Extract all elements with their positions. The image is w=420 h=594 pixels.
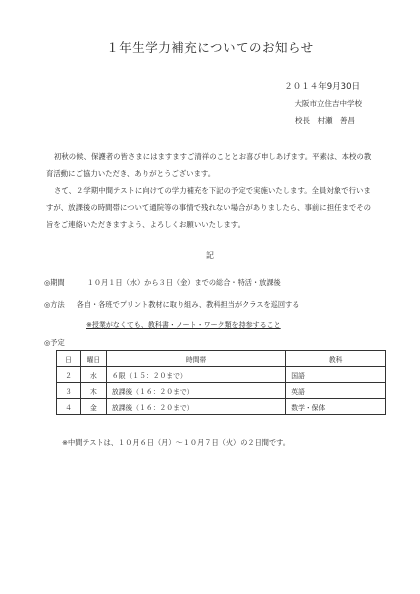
table-row <box>57 367 386 383</box>
cell-day: ４ <box>57 399 81 415</box>
issue-date: ２０１４年9月30日 <box>284 82 360 92</box>
method-label: ◎方法 <box>44 300 65 309</box>
cell-time: ６限（１５：２０まで） <box>106 367 285 383</box>
schedule-header-row <box>57 351 386 367</box>
method-row <box>44 300 299 310</box>
period-label: ◎期間 <box>44 278 65 287</box>
method-value: 各自・各班でプリント教材に取り組み、教科担当がクラスを巡回する <box>76 300 300 309</box>
cell-weekday: 金 <box>80 399 106 415</box>
cell-time: 放課後（１６：２０まで） <box>106 399 285 415</box>
table-row <box>57 383 386 399</box>
body-paragraph <box>46 182 376 233</box>
cell-day: ２ <box>57 367 81 383</box>
document-title: １年生学力補充についてのお知らせ <box>106 40 314 55</box>
body-text: さて、２学期中間テストに向けての学力補充を下記の予定で実施いたします。全員対象で行いますが、放課後の時間帯について通院等の事情で残れない場合がありましたら、事前に担任までその旨をご連絡いただきますよう、よろしくお願いいたします。 <box>46 186 372 229</box>
cell-subject: 数学・保体 <box>286 399 386 415</box>
cell-weekday: 水 <box>80 367 106 383</box>
header-time: 時間帯 <box>106 351 285 367</box>
cell-time: 放課後（１６：２０まで） <box>106 383 285 399</box>
table-row <box>57 399 386 415</box>
cell-weekday: 木 <box>80 383 106 399</box>
materials-note: ※授業がなくても、教科書・ノート・ワーク類を持参すること <box>86 321 281 329</box>
header-weekday: 曜日 <box>80 351 106 367</box>
greeting-text: 初秋の候、保護者の皆さまにはますますご清祥のこととお喜び申しあげます。平素は、本校の教育活動にご協力いただき、ありがとうございます。 <box>46 152 372 178</box>
period-row <box>44 278 281 288</box>
cell-subject: 国語 <box>286 367 386 383</box>
ki-heading: 記 <box>206 251 214 260</box>
midterm-footnote: ※中間テストは、１０月６日（月）～１０月７日（火）の２日間です。 <box>62 438 290 447</box>
header-subject: 教科 <box>286 351 386 367</box>
cell-day: ３ <box>57 383 81 399</box>
principal-name: 校長 村瀬 善昌 <box>295 116 355 125</box>
schedule-table <box>56 350 386 415</box>
cell-subject: 英語 <box>286 383 386 399</box>
school-name: 大阪市立住吉中学校 <box>294 99 362 108</box>
period-value: １０月１日（水）から３日（金）までの総合・特活・放課後 <box>86 278 281 287</box>
schedule-label: ◎予定 <box>44 338 65 347</box>
greeting-paragraph <box>46 148 376 182</box>
header-day: 日 <box>57 351 81 367</box>
